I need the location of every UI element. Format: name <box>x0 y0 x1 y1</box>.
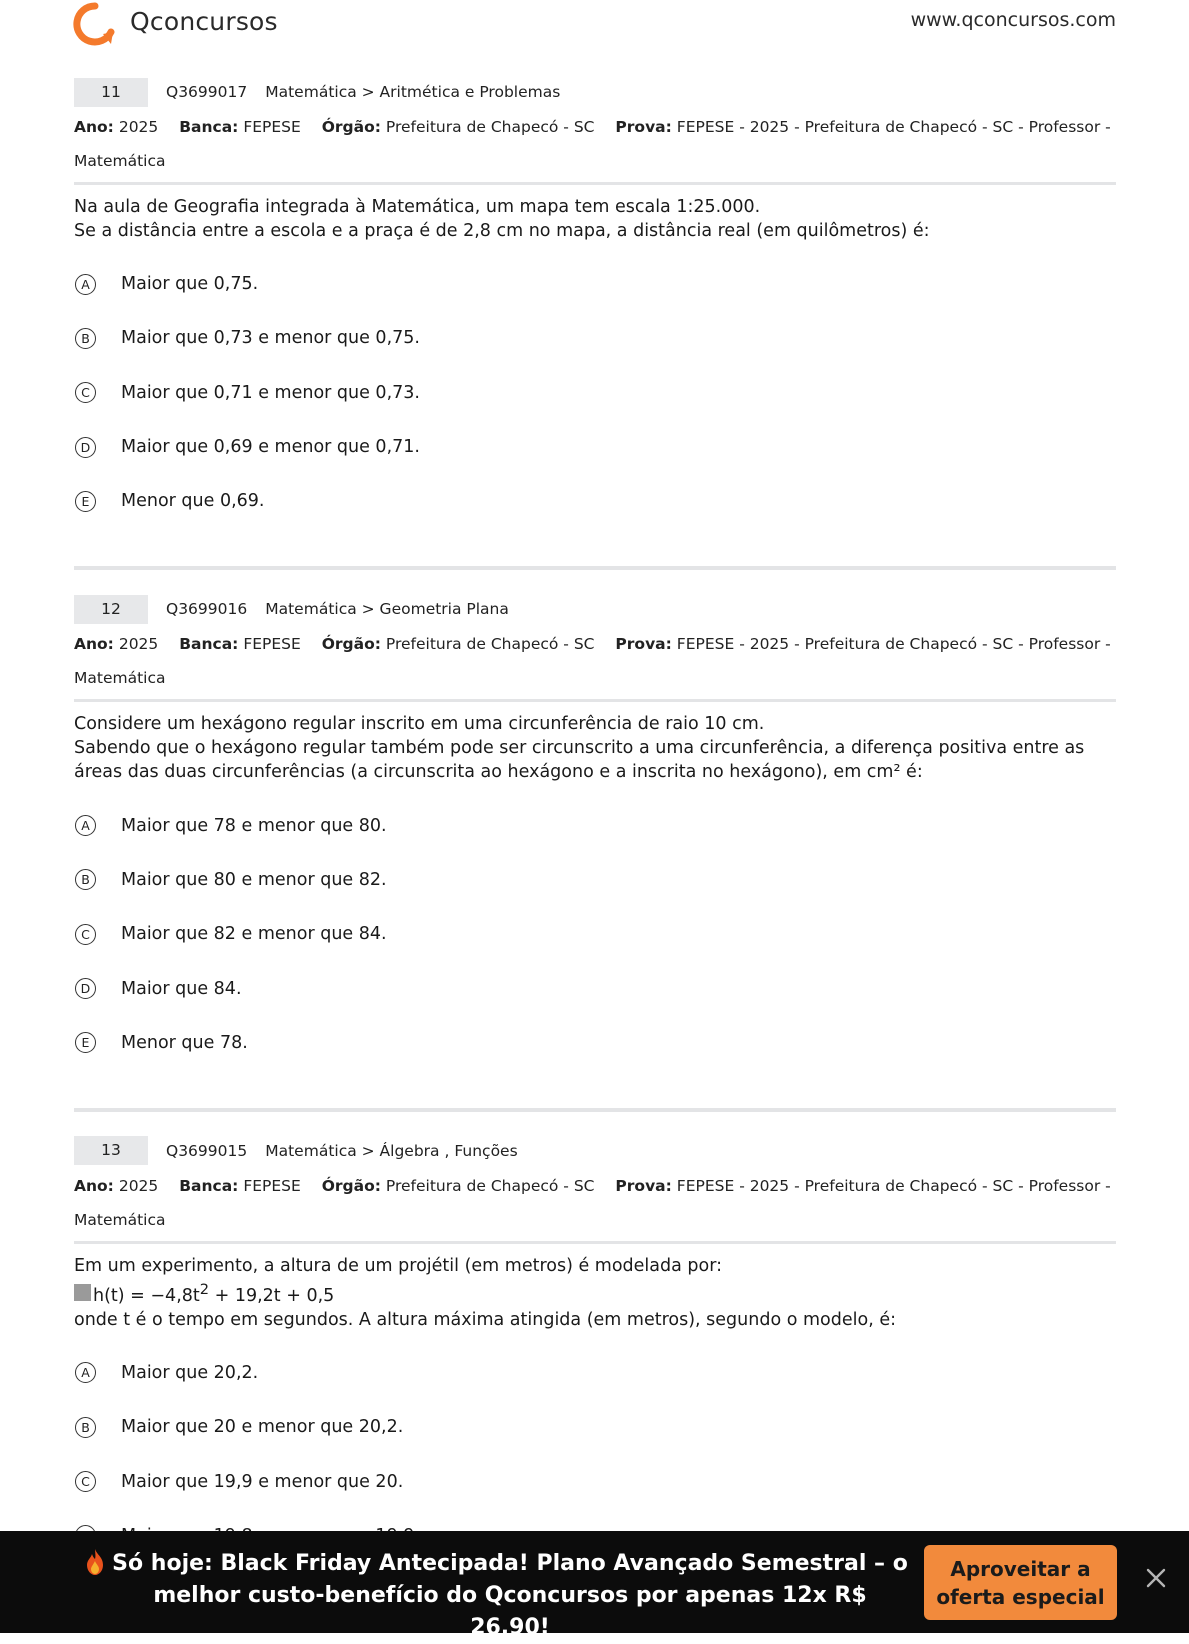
option-e[interactable] <box>74 474 1116 528</box>
option-text: Maior que 80 e menor que 82. <box>121 869 387 890</box>
statement-line: Sabendo que o hexágono regular também pode ser circunscrito a uma circunferência, a diferença positiva entre as áreas das duas circunferências (a circunscrita ao hexágono e a inscrita no hexágono), em cm² é: <box>74 738 1085 783</box>
option-text: Menor que 0,69. <box>121 491 265 512</box>
answer-options <box>74 798 1116 1069</box>
meta-banca-label: Banca: <box>179 635 239 654</box>
question-meta <box>74 110 1116 178</box>
page-header <box>0 0 1189 50</box>
question-statement <box>74 195 1116 243</box>
option-text: Maior que 0,75. <box>121 274 259 295</box>
question-divider <box>74 1108 1116 1112</box>
statement-line: Se a distância entre a escola e a praça é de 2,8 cm no mapa, a distância real (em quilômetros) é: <box>74 221 930 241</box>
meta-prova: FEPESE - 2025 - Prefeitura de Chapecó - SC - Professor - Matemática <box>74 635 1111 688</box>
question-header <box>74 594 1116 624</box>
statement-line: Em um experimento, a altura de um projétil (em metros) é modelada por: <box>74 1255 723 1276</box>
option-letter-a[interactable]: A <box>75 1362 96 1383</box>
option-letter-b[interactable]: B <box>75 1417 96 1438</box>
option-text: Maior que 19,9 e menor que 20. <box>121 1471 404 1492</box>
meta-orgao-label: Órgão: <box>321 635 381 654</box>
option-text: Maior que 0,73 e menor que 0,75. <box>121 328 420 349</box>
formula-post: + 19,2t + 0,5 <box>209 1285 335 1306</box>
statement-line: Na aula de Geografia integrada à Matemática, um mapa tem escala 1:25.000. <box>74 197 761 217</box>
meta-prova-label: Prova: <box>615 118 672 136</box>
promo-cta-button[interactable]: Aproveitar a oferta especial <box>924 1545 1117 1620</box>
option-letter-b[interactable]: B <box>75 869 96 890</box>
meta-prova-label: Prova: <box>615 635 672 654</box>
option-text: Maior que 82 e menor que 84. <box>121 924 387 945</box>
meta-ano-label: Ano: <box>74 1176 114 1195</box>
meta-ano: 2025 <box>118 635 159 654</box>
meta-banca-label: Banca: <box>179 1176 239 1195</box>
question-header <box>74 77 1116 107</box>
formula-pre: h(t) = −4,8t <box>93 1285 200 1306</box>
option-text: Maior que 20 e menor que 20,2. <box>121 1417 404 1438</box>
option-letter-d[interactable]: D <box>75 978 96 999</box>
qconcursos-logo-icon <box>73 2 117 46</box>
option-letter-b[interactable]: B <box>75 328 96 349</box>
broken-image-icon <box>74 1284 91 1301</box>
question-code[interactable]: Q3699017 <box>166 83 248 101</box>
question-code[interactable]: Q3699015 <box>166 1141 248 1160</box>
meta-prova: FEPESE - 2025 - Prefeitura de Chapecó - SC - Professor - Matemática <box>74 118 1111 170</box>
option-b[interactable] <box>74 311 1116 365</box>
meta-banca-label: Banca: <box>179 118 239 136</box>
option-c[interactable] <box>74 366 1116 420</box>
meta-orgao-label: Órgão: <box>321 118 381 136</box>
meta-ano-label: Ano: <box>74 635 114 654</box>
meta-orgao: Prefeitura de Chapecó - SC <box>385 635 595 654</box>
meta-prova-label: Prova: <box>615 1176 672 1195</box>
option-text: Maior que 84. <box>121 978 242 999</box>
option-e[interactable] <box>74 1016 1116 1070</box>
question-statement <box>74 1254 1116 1332</box>
option-c[interactable] <box>74 907 1116 961</box>
option-letter-c[interactable]: C <box>75 924 96 945</box>
question-meta <box>74 1169 1116 1237</box>
statement-line: onde t é o tempo em segundos. A altura máxima atingida (em metros), segundo o modelo, é: <box>74 1309 896 1330</box>
close-icon[interactable] <box>1145 1567 1167 1589</box>
formula-text <box>93 1278 334 1308</box>
formula-line <box>74 1278 1116 1308</box>
question-header <box>74 1136 1116 1166</box>
question-meta <box>74 627 1116 695</box>
answer-options <box>74 257 1116 528</box>
fire-icon <box>83 1548 107 1576</box>
option-d[interactable] <box>74 961 1116 1015</box>
question-item <box>74 1136 1116 1563</box>
meta-banca: FEPESE <box>243 635 301 654</box>
question-number: 11 <box>74 78 148 107</box>
option-a[interactable] <box>74 798 1116 852</box>
question-divider <box>74 566 1116 570</box>
option-letter-d[interactable]: D <box>75 437 96 458</box>
question-number: 12 <box>74 595 148 624</box>
option-text: Maior que 20,2. <box>121 1362 259 1383</box>
brand-name: Qconcursos <box>130 7 278 36</box>
question-topic: Matemática > Geometria Plana <box>265 600 509 619</box>
question-item <box>74 77 1116 570</box>
option-letter-e[interactable]: E <box>75 491 96 512</box>
meta-orgao: Prefeitura de Chapecó - SC <box>385 118 595 136</box>
site-url[interactable]: www.qconcursos.com <box>910 9 1116 31</box>
question-topic: Matemática > Álgebra , Funções <box>265 1141 518 1160</box>
statement-line: Considere um hexágono regular inscrito em uma circunferência de raio 10 cm. <box>74 714 765 735</box>
questions-list <box>74 77 1116 1563</box>
option-text: Maior que 78 e menor que 80. <box>121 815 387 836</box>
divider <box>74 1241 1116 1244</box>
formula-exponent: 2 <box>199 1280 210 1298</box>
meta-ano: 2025 <box>118 118 159 136</box>
option-letter-a[interactable]: A <box>75 274 96 295</box>
option-text: Maior que 0,69 e menor que 0,71. <box>121 437 420 458</box>
option-d[interactable] <box>74 420 1116 474</box>
option-letter-e[interactable]: E <box>75 1032 96 1053</box>
meta-orgao-label: Órgão: <box>321 1176 381 1195</box>
option-text: Maior que 0,71 e menor que 0,73. <box>121 382 420 403</box>
meta-ano: 2025 <box>118 1176 159 1195</box>
question-number: 13 <box>74 1136 148 1165</box>
option-b[interactable] <box>74 853 1116 907</box>
option-a[interactable] <box>74 1346 1116 1400</box>
option-letter-c[interactable]: C <box>75 382 96 403</box>
option-letter-c[interactable]: C <box>75 1471 96 1492</box>
option-a[interactable] <box>74 257 1116 311</box>
meta-prova: FEPESE - 2025 - Prefeitura de Chapecó - SC - Professor - Matemática <box>74 1176 1111 1229</box>
question-topic: Matemática > Aritmética e Problemas <box>265 83 561 101</box>
meta-orgao: Prefeitura de Chapecó - SC <box>385 1176 595 1195</box>
promo-banner <box>0 1531 1189 1640</box>
meta-banca: FEPESE <box>243 1176 301 1195</box>
meta-ano-label: Ano: <box>74 118 114 136</box>
option-letter-a[interactable]: A <box>75 815 96 836</box>
option-b[interactable] <box>74 1400 1116 1454</box>
promo-text: Só hoje: Black Friday Antecipada! Plano Avançado Semestral – o melhor custo-benefício do Qconcursos por apenas 12x R$ 26,90! <box>112 1551 908 1640</box>
meta-banca: FEPESE <box>243 118 301 136</box>
option-c[interactable] <box>74 1454 1116 1508</box>
option-text: Menor que 78. <box>121 1032 248 1053</box>
question-code[interactable]: Q3699016 <box>166 600 248 619</box>
question-item <box>74 594 1116 1111</box>
divider <box>74 699 1116 702</box>
divider <box>74 182 1116 185</box>
question-statement <box>74 712 1116 784</box>
